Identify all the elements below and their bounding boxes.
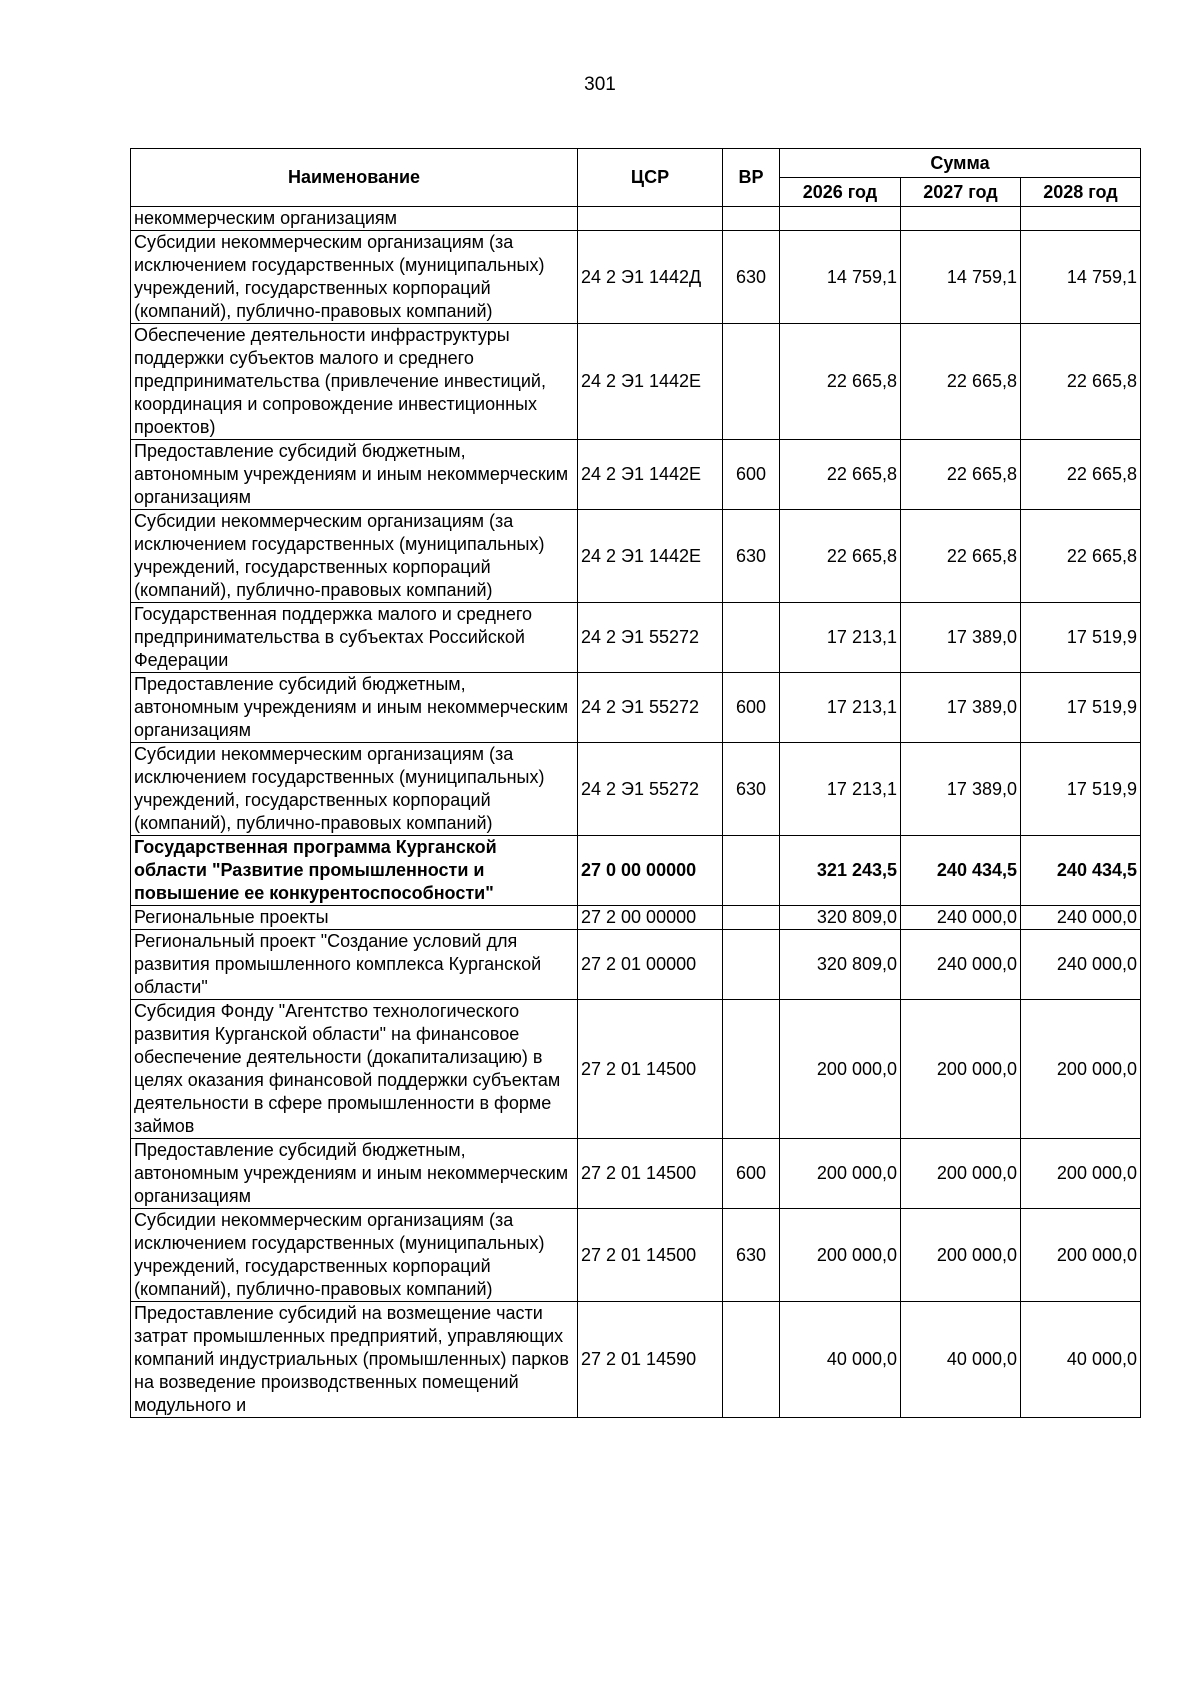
table-row bbox=[131, 836, 1141, 906]
row-sum-2027: 22 665,8 bbox=[901, 510, 1021, 603]
row-csr: 24 2 Э1 55272 bbox=[578, 603, 723, 673]
row-sum-2027: 17 389,0 bbox=[901, 673, 1021, 743]
row-name: Государственная поддержка малого и среднего предпринимательства в субъектах Российской Федерации bbox=[131, 603, 578, 673]
row-sum-2026: 17 213,1 bbox=[780, 743, 901, 836]
row-name: Предоставление субсидий бюджетным, автономным учреждениям и иным некоммерческим организациям bbox=[131, 673, 578, 743]
table-row bbox=[131, 906, 1141, 930]
row-sum-2026: 200 000,0 bbox=[780, 1000, 901, 1139]
row-sum-2028: 240 000,0 bbox=[1021, 906, 1141, 930]
row-sum-2028: 22 665,8 bbox=[1021, 440, 1141, 510]
row-name: Государственная программа Курганской области "Развитие промышленности и повышение ее конкурентоспособности" bbox=[131, 836, 578, 906]
row-sum-2027: 14 759,1 bbox=[901, 231, 1021, 324]
row-csr: 24 2 Э1 55272 bbox=[578, 673, 723, 743]
row-vr: 600 bbox=[723, 440, 780, 510]
row-sum-2026: 17 213,1 bbox=[780, 603, 901, 673]
row-sum-2027: 22 665,8 bbox=[901, 440, 1021, 510]
row-csr: 24 2 Э1 1442Е bbox=[578, 440, 723, 510]
table-row bbox=[131, 510, 1141, 603]
row-sum-2026: 22 665,8 bbox=[780, 440, 901, 510]
row-sum-2026: 320 809,0 bbox=[780, 906, 901, 930]
row-name: Субсидии некоммерческим организациям (за исключением государственных (муниципальных) учреждений, государственных корпораций (компаний), публично-правовых компаний) bbox=[131, 231, 578, 324]
row-sum-2027: 200 000,0 bbox=[901, 1139, 1021, 1209]
row-csr: 24 2 Э1 1442Е bbox=[578, 324, 723, 440]
row-vr: 630 bbox=[723, 510, 780, 603]
row-vr bbox=[723, 906, 780, 930]
table-row bbox=[131, 930, 1141, 1000]
row-vr bbox=[723, 603, 780, 673]
row-vr bbox=[723, 1000, 780, 1139]
row-name: Субсидии некоммерческим организациям (за исключением государственных (муниципальных) учреждений, государственных корпораций (компаний), публично-правовых компаний) bbox=[131, 1209, 578, 1302]
header-sum: Сумма bbox=[780, 149, 1141, 178]
header-year-2028: 2028 год bbox=[1021, 178, 1141, 207]
row-sum-2026: 321 243,5 bbox=[780, 836, 901, 906]
table-row bbox=[131, 1209, 1141, 1302]
row-name: некоммерческим организациям bbox=[131, 207, 578, 231]
table-header bbox=[131, 149, 1141, 207]
row-vr: 630 bbox=[723, 1209, 780, 1302]
row-vr: 600 bbox=[723, 1139, 780, 1209]
row-sum-2027: 40 000,0 bbox=[901, 1302, 1021, 1418]
row-sum-2027: 240 434,5 bbox=[901, 836, 1021, 906]
row-name: Предоставление субсидий бюджетным, автономным учреждениям и иным некоммерческим организациям bbox=[131, 1139, 578, 1209]
row-csr: 24 2 Э1 1442Д bbox=[578, 231, 723, 324]
row-sum-2028: 200 000,0 bbox=[1021, 1000, 1141, 1139]
row-sum-2028: 40 000,0 bbox=[1021, 1302, 1141, 1418]
row-vr bbox=[723, 930, 780, 1000]
row-sum-2027 bbox=[901, 207, 1021, 231]
row-sum-2028: 22 665,8 bbox=[1021, 324, 1141, 440]
row-sum-2028 bbox=[1021, 207, 1141, 231]
budget-table bbox=[130, 148, 1141, 1418]
row-sum-2028: 17 519,9 bbox=[1021, 603, 1141, 673]
row-csr: 27 0 00 00000 bbox=[578, 836, 723, 906]
table-row bbox=[131, 743, 1141, 836]
row-sum-2027: 17 389,0 bbox=[901, 603, 1021, 673]
row-vr bbox=[723, 207, 780, 231]
row-vr: 630 bbox=[723, 231, 780, 324]
row-csr: 27 2 01 14500 bbox=[578, 1000, 723, 1139]
row-vr: 600 bbox=[723, 673, 780, 743]
row-name: Региональные проекты bbox=[131, 906, 578, 930]
row-csr: 27 2 01 14590 bbox=[578, 1302, 723, 1418]
row-vr bbox=[723, 324, 780, 440]
row-name: Предоставление субсидий на возмещение части затрат промышленных предприятий, управляющих компаний индустриальных (промышленных) парков на возведение производственных помещений модульного и bbox=[131, 1302, 578, 1418]
row-name: Субсидии некоммерческим организациям (за исключением государственных (муниципальных) учреждений, государственных корпораций (компаний), публично-правовых компаний) bbox=[131, 510, 578, 603]
header-csr: ЦСР bbox=[578, 149, 723, 207]
row-sum-2026 bbox=[780, 207, 901, 231]
row-csr: 27 2 00 00000 bbox=[578, 906, 723, 930]
row-sum-2026: 17 213,1 bbox=[780, 673, 901, 743]
row-sum-2026: 200 000,0 bbox=[780, 1209, 901, 1302]
page-number: 301 bbox=[584, 74, 616, 95]
row-sum-2026: 200 000,0 bbox=[780, 1139, 901, 1209]
row-csr: 24 2 Э1 55272 bbox=[578, 743, 723, 836]
row-name: Субсидия Фонду "Агентство технологического развития Курганской области" на финансовое обеспечение деятельности (докапитализацию) в целях оказания финансовой поддержки субъектам деятельности в сфере промышленности в форме займов bbox=[131, 1000, 578, 1139]
row-sum-2026: 40 000,0 bbox=[780, 1302, 901, 1418]
row-sum-2028: 240 434,5 bbox=[1021, 836, 1141, 906]
table-body bbox=[131, 207, 1141, 1418]
row-name: Региональный проект "Создание условий для развития промышленного комплекса Курганской области" bbox=[131, 930, 578, 1000]
table-row bbox=[131, 603, 1141, 673]
table-row bbox=[131, 440, 1141, 510]
row-csr: 24 2 Э1 1442Е bbox=[578, 510, 723, 603]
table-row bbox=[131, 1139, 1141, 1209]
row-sum-2027: 240 000,0 bbox=[901, 906, 1021, 930]
row-sum-2027: 200 000,0 bbox=[901, 1000, 1021, 1139]
row-sum-2026: 320 809,0 bbox=[780, 930, 901, 1000]
row-sum-2028: 240 000,0 bbox=[1021, 930, 1141, 1000]
row-sum-2026: 22 665,8 bbox=[780, 510, 901, 603]
row-sum-2028: 14 759,1 bbox=[1021, 231, 1141, 324]
row-sum-2027: 22 665,8 bbox=[901, 324, 1021, 440]
table-row bbox=[131, 1302, 1141, 1418]
header-year-2027: 2027 год bbox=[901, 178, 1021, 207]
header-vr: ВР bbox=[723, 149, 780, 207]
header-name: Наименование bbox=[131, 149, 578, 207]
row-sum-2028: 200 000,0 bbox=[1021, 1139, 1141, 1209]
row-sum-2026: 14 759,1 bbox=[780, 231, 901, 324]
table-row bbox=[131, 231, 1141, 324]
table-row bbox=[131, 1000, 1141, 1139]
header-year-2026: 2026 год bbox=[780, 178, 901, 207]
row-name: Обеспечение деятельности инфраструктуры поддержки субъектов малого и среднего предпринимательства (привлечение инвестиций, координация и сопровождение инвестиционных проектов) bbox=[131, 324, 578, 440]
row-sum-2028: 17 519,9 bbox=[1021, 743, 1141, 836]
row-sum-2028: 22 665,8 bbox=[1021, 510, 1141, 603]
table-row bbox=[131, 207, 1141, 231]
row-csr: 27 2 01 00000 bbox=[578, 930, 723, 1000]
row-sum-2026: 22 665,8 bbox=[780, 324, 901, 440]
row-csr bbox=[578, 207, 723, 231]
row-sum-2027: 200 000,0 bbox=[901, 1209, 1021, 1302]
row-sum-2028: 17 519,9 bbox=[1021, 673, 1141, 743]
table-row bbox=[131, 673, 1141, 743]
row-csr: 27 2 01 14500 bbox=[578, 1139, 723, 1209]
row-name: Субсидии некоммерческим организациям (за исключением государственных (муниципальных) учреждений, государственных корпораций (компаний), публично-правовых компаний) bbox=[131, 743, 578, 836]
row-name: Предоставление субсидий бюджетным, автономным учреждениям и иным некоммерческим организациям bbox=[131, 440, 578, 510]
row-vr: 630 bbox=[723, 743, 780, 836]
row-csr: 27 2 01 14500 bbox=[578, 1209, 723, 1302]
row-vr bbox=[723, 836, 780, 906]
row-vr bbox=[723, 1302, 780, 1418]
row-sum-2027: 17 389,0 bbox=[901, 743, 1021, 836]
row-sum-2027: 240 000,0 bbox=[901, 930, 1021, 1000]
table-row bbox=[131, 324, 1141, 440]
row-sum-2028: 200 000,0 bbox=[1021, 1209, 1141, 1302]
